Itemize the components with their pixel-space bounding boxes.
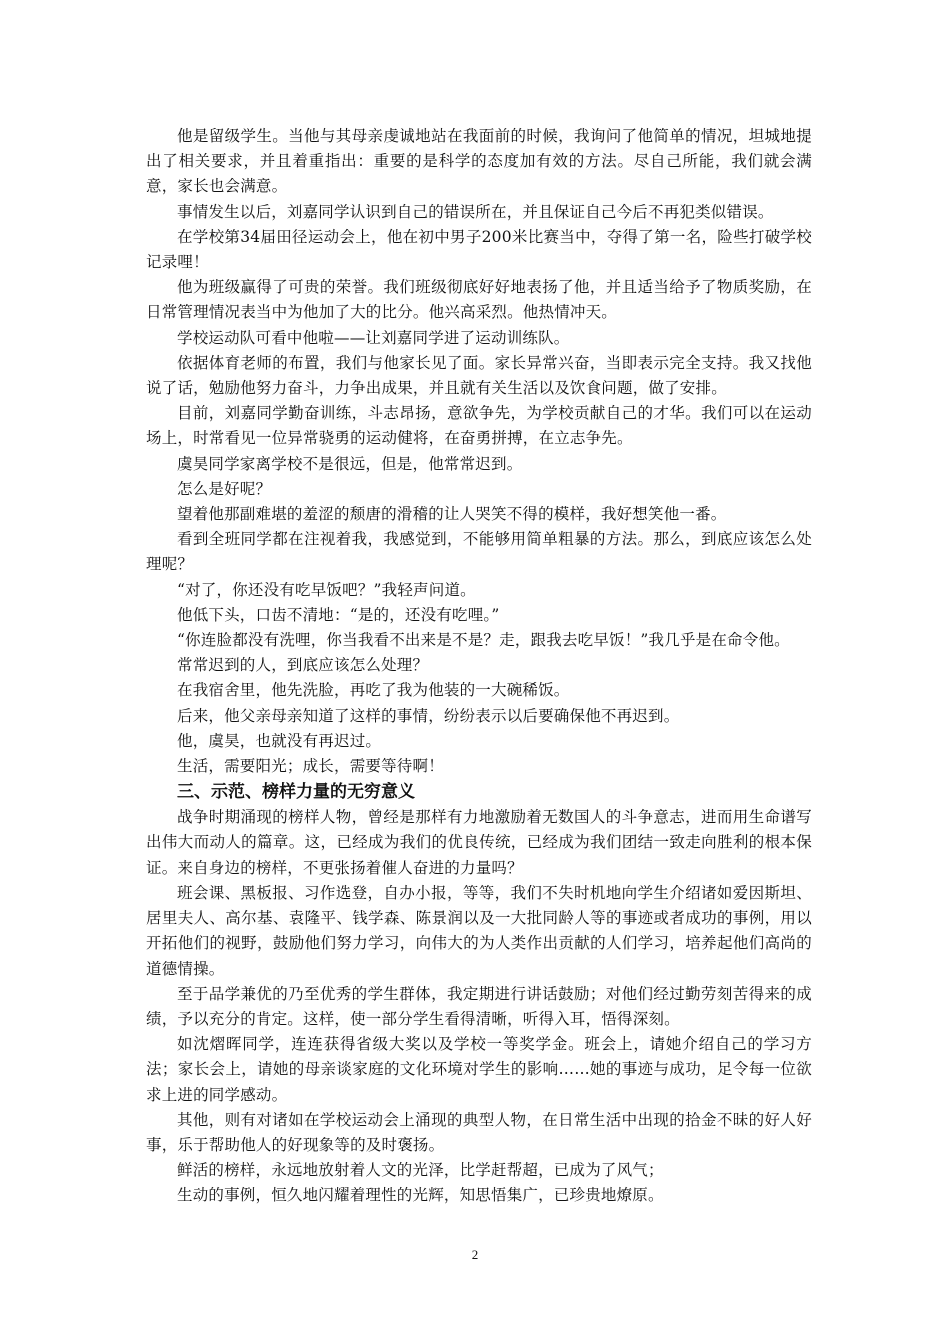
paragraph: 学校运动队可看中他啦——让刘嘉同学进了运动训练队。 bbox=[177, 328, 570, 347]
paragraph: 他，虞昊，也就没有再迟过。 bbox=[177, 731, 382, 750]
paragraph: 在学校第34届田径运动会上，他在初中男子200米比赛当中，夺得了第一名，险些打破学校记录哩！ bbox=[146, 227, 812, 272]
paragraph: 鲜活的榜样，永远地放射着人文的光泽，比学赶帮超，已成为了风气； bbox=[177, 1161, 664, 1180]
paragraph: 怎么是好呢？ bbox=[177, 479, 272, 498]
document-body bbox=[146, 124, 812, 1209]
paragraph: 后来，他父亲母亲知道了这样的事情，纷纷表示以后要确保他不再迟到。 bbox=[177, 706, 680, 725]
section-heading: 三、示范、榜样力量的无穷意义 bbox=[177, 782, 415, 803]
paragraph: 战争时期涌现的榜样人物，曾经是那样有力地激励着无数国人的斗争意志，进而用生命谱写出伟大而动人的篇章。这，已经成为我们的优良传统，已经成为我们团结一致走向胜利的根本保证。来自身边的榜样，不更张扬着催人奋进的力量吗？ bbox=[146, 808, 812, 877]
page-number: 2 bbox=[471, 1247, 479, 1262]
paragraph: 至于品学兼优的乃至优秀的学生群体，我定期进行讲话鼓励；对他们经过勤劳刻苦得来的成绩，予以充分的肯定。这样，使一部分学生看得清晰，听得入耳，悟得深刻。 bbox=[146, 984, 812, 1028]
paragraph: “你连脸都没有洗哩，你当我看不出来是不是？走，跟我去吃早饭！”我几乎是在命令他。 bbox=[177, 631, 790, 650]
paragraph: 其他，则有对诸如在学校运动会上涌现的典型人物，在日常生活中出现的拾金不昧的好人好事，乐于帮助他人的好现象等的及时褒扬。 bbox=[146, 1110, 812, 1154]
paragraph: “对了，你还没有吃早饭吧？”我轻声问道。 bbox=[177, 580, 476, 599]
paragraph: 常常迟到的人，到底应该怎么处理？ bbox=[177, 656, 429, 675]
paragraph: 他低下头，口齿不清地：“是的，还没有吃哩。” bbox=[177, 605, 500, 624]
paragraph: 他是留级学生。当他与其母亲虔诚地站在我面前的时候，我询问了他简单的情况，坦城地提出了相关要求，并且着重指出：重要的是科学的态度加有效的方法。尽自己所能，我们就会满意，家长也会满意。 bbox=[146, 127, 812, 196]
paragraph: 班会课、黑板报、习作选登，自办小报，等等，我们不失时机地向学生介绍诸如爱因斯坦、居里夫人、高尔基、袁隆平、钱学森、陈景润以及一大批同龄人等的事迹或者成功的事例，用以开拓他们的视野，鼓励他们努力学习，向伟大的为人类作出贡献的人们学习，培养起他们高尚的道德情操。 bbox=[146, 883, 812, 978]
paragraph: 事情发生以后，刘嘉同学认识到自己的错误所在，并且保证自己今后不再犯类似错误。 bbox=[177, 202, 774, 221]
paragraph: 他为班级赢得了可贵的荣誉。我们班级彻底好好地表扬了他，并且适当给予了物质奖励，在日常管理情况表当中为他加了大的比分。他兴高采烈。他热情冲天。 bbox=[146, 278, 812, 322]
paragraph: 生活，需要阳光；成长，需要等待啊！ bbox=[177, 757, 444, 776]
paragraph: 依据体育老师的布置，我们与他家长见了面。家长异常兴奋，当即表示完全支持。我又找他说了话，勉励他努力奋斗，力争出成果，并且就有关生活以及饮食问题，做了安排。 bbox=[146, 353, 812, 398]
paragraph: 目前，刘嘉同学勤奋训练，斗志昂扬，意欲争先，为学校贡献自己的才华。我们可以在运动场上，时常看见一位异常骁勇的运动健将，在奋勇拼搏，在立志争先。 bbox=[146, 404, 812, 448]
paragraph: 望着他那副难堪的羞涩的颓唐的滑稽的让人哭笑不得的模样，我好想笑他一番。 bbox=[177, 505, 727, 524]
paragraph: 生动的事例，恒久地闪耀着理性的光辉，知思悟集广，已珍贵地燎原。 bbox=[177, 1186, 664, 1205]
paragraph: 如沈熠晖同学，连连获得省级大奖以及学校一等奖学金。班会上，请她介绍自己的学习方法；家长会上，请她的母亲谈家庭的文化环境对学生的影响……她的事迹与成功，足令每一位欲求上进的同学感动。 bbox=[146, 1035, 812, 1104]
paragraph: 看到全班同学都在注视着我，我感觉到，不能够用简单粗暴的方法。那么，到底应该怎么处理呢？ bbox=[146, 530, 812, 574]
paragraph: 虞昊同学家离学校不是很远，但是，他常常迟到。 bbox=[177, 454, 523, 473]
paragraph: 在我宿舍里，他先洗脸，再吃了我为他装的一大碗稀饭。 bbox=[177, 681, 570, 700]
